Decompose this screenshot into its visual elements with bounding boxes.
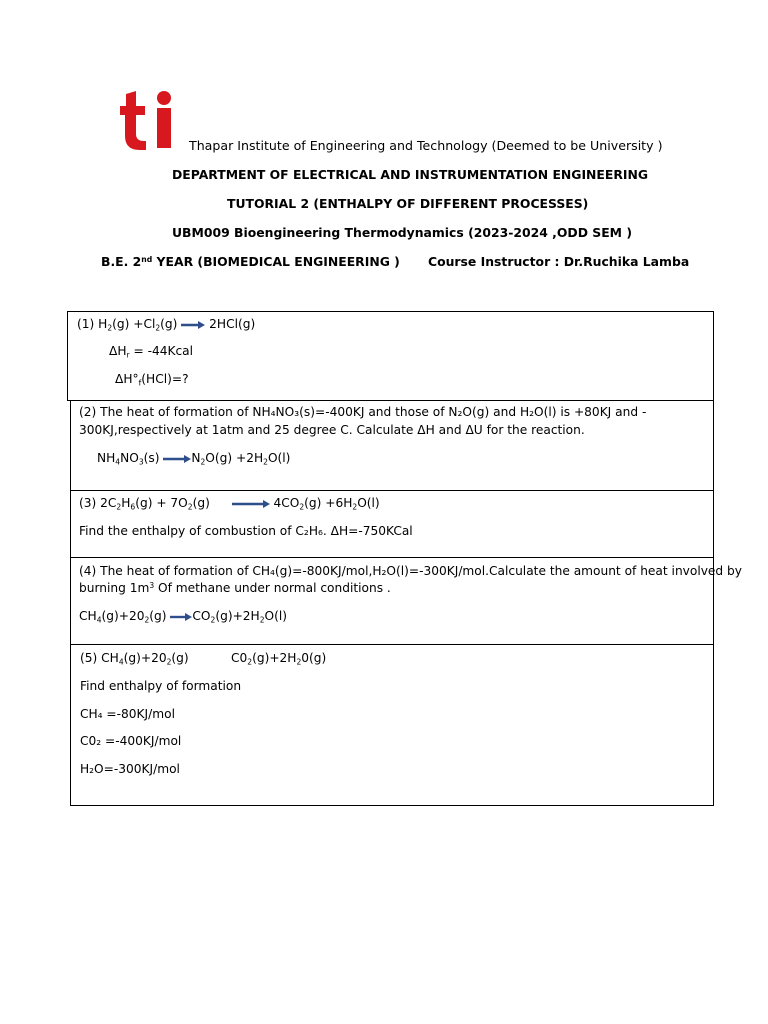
q3-reaction: (3) $2C_2H_6(g) + 7O_2(g)$ $4CO_2(g) +6H_2O(l)$ bbox=[79, 496, 380, 512]
q5-h2o: H₂O=-300KJ/mol bbox=[80, 762, 180, 776]
department-heading: DEPARTMENT OF ELECTRICAL AND INSTRUMENTATION ENGINEERING bbox=[172, 167, 649, 182]
question-2-box bbox=[70, 400, 714, 491]
logo-i-dot bbox=[157, 91, 171, 105]
q2-text-line1: (2) The heat of formation of NH₄NO₃(s)=-400KJ and those of N₂O(g) and H₂O(l) is +80KJ and - bbox=[79, 405, 647, 419]
q5-reaction: (5) $CH_4(g)+20_2(g)$ bbox=[80, 651, 189, 667]
institute-name: Thapar Institute of Engineering and Technology (Deemed to be University ) bbox=[189, 138, 663, 153]
q4-text-line1: (4) The heat of formation of CH₄(g)=-800KJ/mol,H₂O(l)=-300KJ/mol.Calculate the amount of heat involved by bbox=[79, 564, 742, 578]
logo-t-shape bbox=[120, 91, 146, 150]
year-heading: B.E. 2nd YEAR (BIOMEDICAL ENGINEERING ) bbox=[101, 254, 400, 269]
question-1-box bbox=[67, 311, 714, 401]
instructor-heading: Course Instructor : Dr.Ruchika Lamba bbox=[428, 254, 690, 269]
q2-text-line2: 300KJ,respectively at 1atm and 25 degree C. Calculate ΔH and ΔU for the reaction. bbox=[79, 423, 585, 437]
reaction-arrow-icon bbox=[163, 455, 191, 463]
q1-question: $\Delta H^\circ_f(HCl)=$? bbox=[115, 372, 189, 388]
reaction-arrow-icon bbox=[170, 613, 192, 621]
logo-i-stem bbox=[157, 108, 171, 148]
q4-text-line2: burning $1m^3$ Of methane under normal conditions . bbox=[79, 580, 391, 595]
q4-reaction: $CH_4(g)+20_2(g)$ $CO_2(g)+2H_2O(l)$ bbox=[79, 609, 288, 625]
q3-find: Find the enthalpy of combustion of C₂H₆. ΔH=-750KCal bbox=[79, 524, 413, 538]
question-4-box bbox=[70, 557, 742, 645]
course-heading: UBM009 Bioengineering Thermodynamics (2023-2024 ,ODD SEM ) bbox=[172, 225, 632, 240]
q1-delta-h: $\Delta H_r$ = -44Kcal bbox=[109, 344, 194, 360]
question-3-box bbox=[70, 490, 714, 558]
q5-find: Find enthalpy of formation bbox=[80, 679, 242, 693]
reaction-arrow-icon bbox=[181, 321, 205, 329]
q5-products: $C0_2(g)+2H_20(g)$ bbox=[231, 651, 327, 667]
tutorial-heading: TUTORIAL 2 (ENTHALPY OF DIFFERENT PROCESSES) bbox=[227, 196, 589, 211]
question-5-box bbox=[70, 644, 714, 806]
reaction-arrow-icon bbox=[232, 500, 270, 508]
q5-ch4: CH₄ =-80KJ/mol bbox=[80, 707, 175, 721]
institute-logo bbox=[118, 86, 182, 152]
q2-reaction: $NH_4NO_3(s)$ $N_2O(g) +2H_2O(l)$ bbox=[97, 451, 291, 467]
q5-co2: C0₂ =-400KJ/mol bbox=[80, 734, 182, 748]
q1-reaction: (1) $H_2(g) +Cl_2(g)$ 2HCl(g) bbox=[77, 317, 256, 333]
